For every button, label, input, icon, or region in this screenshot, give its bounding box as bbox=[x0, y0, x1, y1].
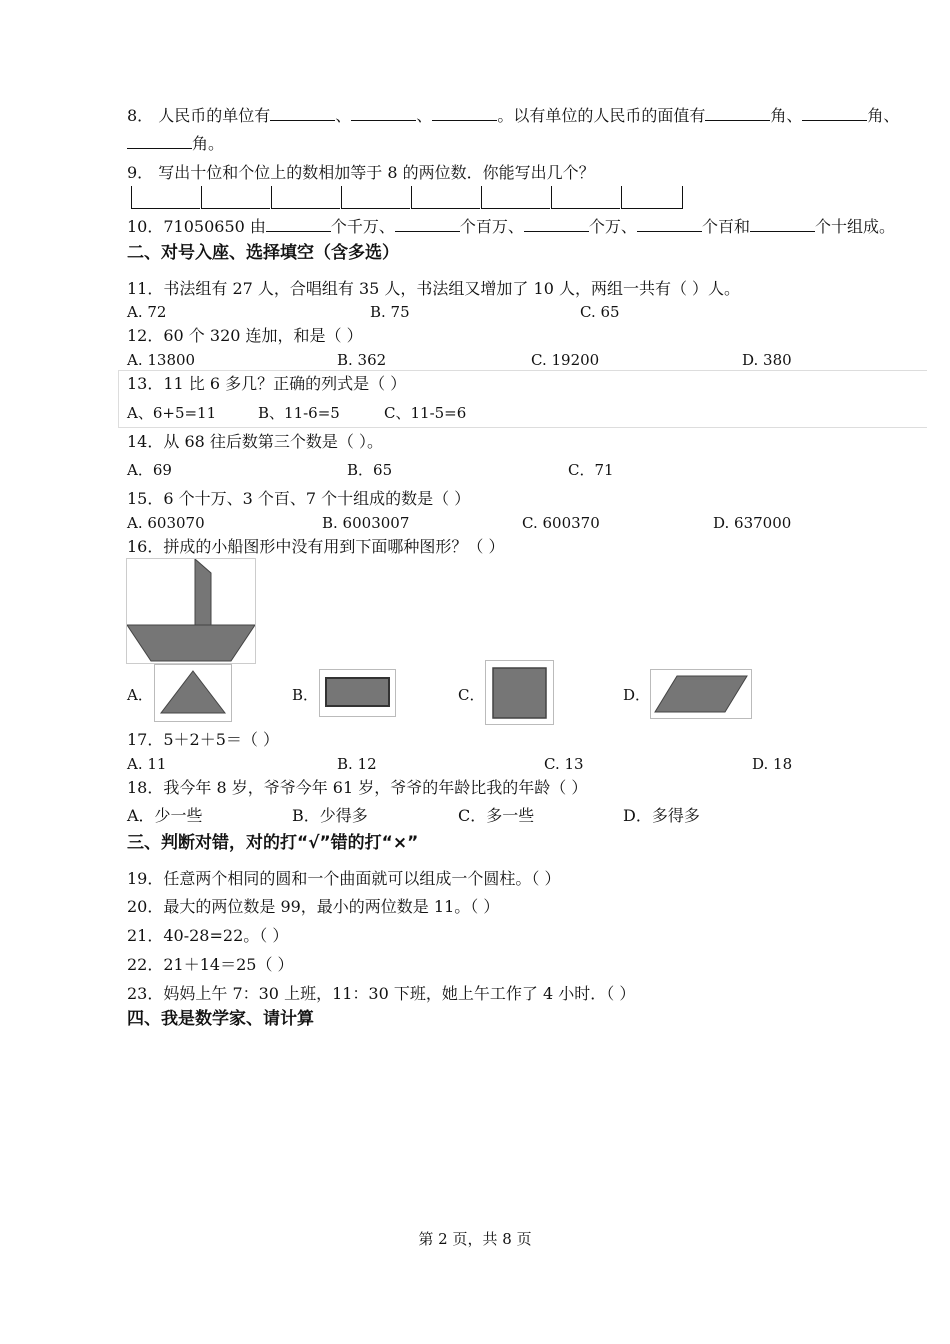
q16-option-b[interactable]: B． bbox=[292, 686, 319, 704]
grid-cell[interactable] bbox=[481, 186, 550, 209]
q8-blank-5[interactable] bbox=[802, 106, 867, 121]
q8-text-a: 8． 人民币的单位有 bbox=[127, 106, 271, 125]
q8-text-c: 、 bbox=[416, 106, 433, 125]
q10-text-e: 个百和 bbox=[701, 217, 750, 236]
q16-option-c[interactable]: C． bbox=[458, 686, 485, 704]
grid-cell[interactable] bbox=[551, 186, 620, 209]
q10-blank-3[interactable] bbox=[524, 217, 589, 232]
q12-option-b[interactable]: B. 362 bbox=[337, 351, 387, 369]
q23-stem: 23．妈妈上午 7：30 上班，11：30 下班，她上午工作了 4 小时．（ ） bbox=[127, 984, 636, 1003]
q17-option-c[interactable]: C. 13 bbox=[544, 755, 584, 773]
q13-stem: 13．11 比 6 多几？正确的列式是（ ） bbox=[127, 374, 407, 393]
q17-option-d[interactable]: D. 18 bbox=[752, 755, 793, 773]
q13-option-c[interactable]: C、11-5=6 bbox=[384, 404, 467, 422]
q18-option-b[interactable]: B．少得多 bbox=[292, 806, 368, 825]
q12-option-d[interactable]: D. 380 bbox=[742, 351, 792, 369]
triangle-figure[interactable] bbox=[154, 664, 232, 722]
q8-blank-6[interactable] bbox=[127, 134, 192, 149]
q10-blank-4[interactable] bbox=[637, 217, 702, 232]
q15-option-a[interactable]: A. 603070 bbox=[127, 514, 205, 532]
square-figure[interactable] bbox=[485, 660, 554, 725]
q9-stem: 9． 写出十位和个位上的数相加等于 8 的两位数．你能写出几个？ bbox=[127, 163, 595, 182]
q8-blank-2[interactable] bbox=[351, 106, 416, 121]
boat-figure bbox=[126, 558, 256, 664]
grid-cell[interactable] bbox=[341, 186, 410, 209]
q11-stem: 11．书法组有 27 人，合唱组有 35 人，书法组又增加了 10 人，两组一共有（ ）人。 bbox=[127, 279, 741, 298]
q8-text-e: 角、 bbox=[770, 106, 803, 125]
q14-option-c[interactable]: C．71 bbox=[568, 461, 614, 479]
q18-option-d[interactable]: D．多得多 bbox=[623, 806, 700, 825]
q10-line bbox=[127, 217, 895, 237]
q18-option-a[interactable]: A．少一些 bbox=[127, 806, 203, 825]
q8-blank-3[interactable] bbox=[432, 106, 497, 121]
q12-stem: 12．60 个 320 连加，和是（ ） bbox=[127, 326, 363, 345]
q8-line2 bbox=[127, 134, 224, 154]
q8-text-f: 角、 bbox=[867, 106, 900, 125]
q11-option-b[interactable]: B. 75 bbox=[370, 303, 410, 321]
q8-text-d: 。以有单位的人民币的面值有 bbox=[497, 106, 706, 125]
q8-line1 bbox=[127, 106, 899, 126]
q10-text-a: 10．71050650 由 bbox=[127, 217, 266, 236]
grid-cell[interactable] bbox=[411, 186, 480, 209]
q10-blank-1[interactable] bbox=[266, 217, 331, 232]
grid-cell[interactable] bbox=[131, 186, 200, 209]
q10-blank-5[interactable] bbox=[750, 217, 815, 232]
q15-option-b[interactable]: B. 6003007 bbox=[322, 514, 410, 532]
parallelogram-figure[interactable] bbox=[650, 669, 752, 719]
rectangle-figure[interactable] bbox=[319, 669, 396, 717]
q8-text-b: 、 bbox=[335, 106, 352, 125]
q10-text-b: 个千万、 bbox=[330, 217, 395, 236]
boat-shape-icon bbox=[127, 559, 255, 663]
q22-stem: 22．21＋14＝25（ ） bbox=[127, 955, 294, 974]
square-icon bbox=[486, 661, 553, 724]
q10-text-c: 个百万、 bbox=[459, 217, 524, 236]
q16-option-d[interactable]: D． bbox=[623, 686, 651, 704]
q13-option-b[interactable]: B、11-6=5 bbox=[258, 404, 340, 422]
q15-stem: 15．6 个十万、3 个百、7 个十组成的数是（ ） bbox=[127, 489, 471, 508]
q17-option-b[interactable]: B. 12 bbox=[337, 755, 377, 773]
q17-option-a[interactable]: A. 11 bbox=[127, 755, 167, 773]
q18-stem: 18．我今年 8 岁，爷爷今年 61 岁，爷爷的年龄比我的年龄（ ） bbox=[127, 778, 588, 797]
section-4-heading: 四、我是数学家、请计算 bbox=[127, 1009, 314, 1029]
q14-option-a[interactable]: A．69 bbox=[127, 461, 172, 479]
q12-option-c[interactable]: C. 19200 bbox=[531, 351, 600, 369]
q8-blank-1[interactable] bbox=[270, 106, 335, 121]
grid-cell[interactable] bbox=[621, 186, 683, 209]
q11-option-a[interactable]: A. 72 bbox=[127, 303, 167, 321]
grid-cell[interactable] bbox=[271, 186, 340, 209]
q14-stem: 14．从 68 往后数第三个数是（ ）。 bbox=[127, 432, 383, 451]
parallelogram-icon bbox=[651, 670, 751, 718]
q15-option-d[interactable]: D. 637000 bbox=[713, 514, 792, 532]
rectangle-icon bbox=[320, 670, 395, 716]
q10-text-d: 个万、 bbox=[588, 217, 637, 236]
q18-option-c[interactable]: C．多一些 bbox=[458, 806, 535, 825]
q11-option-c[interactable]: C. 65 bbox=[580, 303, 620, 321]
section-2-heading: 二、对号入座、选择填空（含多选） bbox=[127, 243, 399, 263]
q10-blank-2[interactable] bbox=[395, 217, 460, 232]
q9-answer-grid[interactable] bbox=[131, 186, 703, 210]
triangle-icon bbox=[155, 665, 231, 721]
q13-option-a[interactable]: A、6+5=11 bbox=[127, 404, 217, 422]
q15-option-c[interactable]: C. 600370 bbox=[522, 514, 600, 532]
q8-text-g: 角。 bbox=[192, 134, 225, 153]
page-footer: 第 2 页，共 8 页 bbox=[418, 1230, 532, 1248]
q8-blank-4[interactable] bbox=[705, 106, 770, 121]
q12-option-a[interactable]: A. 13800 bbox=[127, 351, 196, 369]
section-3-heading: 三、判断对错，对的打“√”错的打“×” bbox=[127, 833, 419, 853]
q20-stem: 20．最大的两位数是 99，最小的两位数是 11。（ ） bbox=[127, 897, 500, 916]
q21-stem: 21．40-28=22。（ ） bbox=[127, 926, 289, 945]
q19-stem: 19．任意两个相同的圆和一个曲面就可以组成一个圆柱。（ ） bbox=[127, 869, 561, 888]
q17-stem: 17．5＋2＋5＝（ ） bbox=[127, 730, 279, 749]
q10-text-f: 个十组成。 bbox=[814, 217, 895, 236]
q16-option-a[interactable]: A． bbox=[127, 686, 153, 704]
q16-stem: 16．拼成的小船图形中没有用到下面哪种图形？（ ） bbox=[127, 537, 505, 556]
grid-cell[interactable] bbox=[201, 186, 270, 209]
q14-option-b[interactable]: B．65 bbox=[347, 461, 393, 479]
